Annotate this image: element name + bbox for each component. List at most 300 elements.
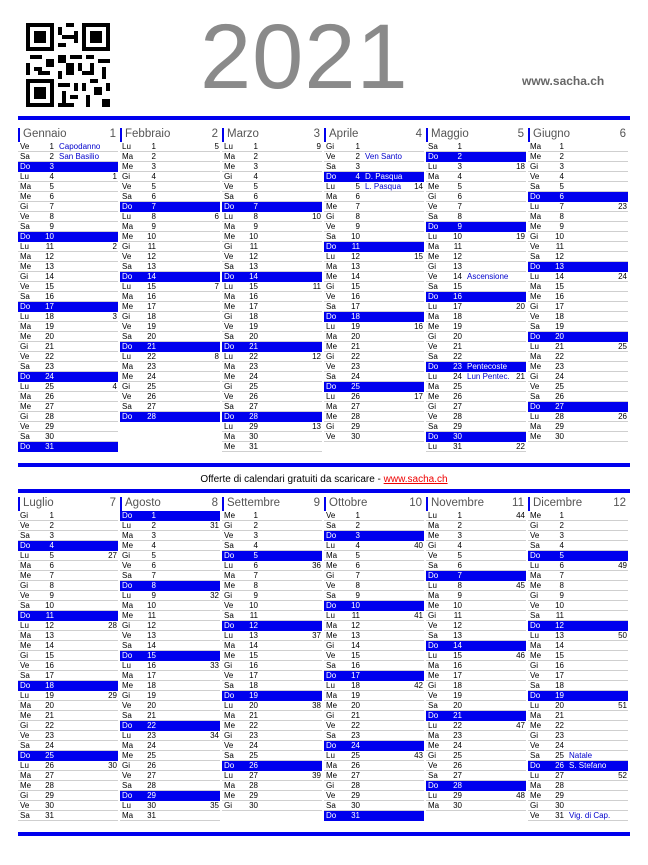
day-name: Ve: [326, 152, 336, 161]
day-row: [18, 521, 118, 531]
day-name: Ve: [122, 631, 132, 640]
day-row: [528, 282, 628, 292]
day-row: [120, 781, 220, 791]
day-row: [324, 671, 424, 681]
day-number: 18: [45, 681, 54, 690]
day-number: 28: [249, 412, 258, 421]
day-number: 28: [147, 412, 156, 421]
day-row: [528, 432, 628, 442]
day-row: [18, 641, 118, 651]
month-number: 4: [415, 128, 422, 140]
day-row: [120, 282, 220, 292]
day-row: [426, 272, 526, 282]
day-name: Sa: [122, 711, 132, 720]
week-number: 38: [312, 701, 321, 710]
day-row: [426, 671, 526, 681]
week-number: 47: [516, 721, 525, 730]
day-number: 5: [253, 182, 258, 191]
day-name: Gi: [428, 262, 436, 271]
day-number: 17: [453, 671, 462, 680]
day-row: [120, 661, 220, 671]
day-row: [222, 242, 322, 252]
day-row: [528, 382, 628, 392]
month-number: 5: [517, 128, 524, 140]
day-name: Ve: [20, 142, 30, 151]
day-row: [120, 392, 220, 402]
day-number: 20: [351, 701, 360, 710]
day-row: [222, 541, 322, 551]
day-number: 25: [45, 751, 54, 760]
day-name: Gi: [530, 661, 538, 670]
day-name: Me: [326, 272, 338, 281]
day-name: Gi: [530, 372, 538, 381]
promo-link[interactable]: www.sacha.ch: [383, 474, 448, 485]
day-number: 6: [457, 192, 462, 201]
day-number: 12: [147, 252, 156, 261]
day-name: Sa: [20, 531, 30, 540]
day-name: Do: [428, 641, 439, 650]
day-name: Me: [224, 162, 236, 171]
day-name: Me: [224, 651, 236, 660]
day-row: [324, 521, 424, 531]
day-number: 5: [457, 551, 462, 560]
day-number: 18: [555, 681, 564, 690]
day-number: 4: [49, 541, 54, 550]
day-name: Do: [224, 272, 235, 281]
day-row: [18, 741, 118, 751]
day-number: 15: [147, 282, 156, 291]
day-name: Lu: [530, 342, 539, 351]
day-number: 24: [147, 372, 156, 381]
day-number: 20: [147, 701, 156, 710]
day-number: 9: [151, 222, 156, 231]
day-number: 19: [453, 322, 462, 331]
day-name: Ma: [224, 362, 236, 371]
day-name: Ma: [530, 641, 542, 650]
holiday-label: Lun Pentec.: [467, 372, 510, 381]
day-name: Me: [530, 581, 542, 590]
day-name: Ve: [122, 182, 132, 191]
day-number: 3: [49, 162, 54, 171]
day-number: 2: [355, 152, 360, 161]
day-name: Ma: [20, 322, 32, 331]
day-number: 22: [555, 352, 564, 361]
day-name: Ve: [428, 202, 438, 211]
day-row: [528, 412, 628, 422]
day-row: [222, 312, 322, 322]
day-name: Ve: [326, 791, 336, 800]
day-row: [426, 252, 526, 262]
day-number: 27: [453, 402, 462, 411]
day-name: Ma: [326, 192, 338, 201]
calendar-second-half: [18, 497, 630, 827]
day-row: [324, 182, 424, 192]
month-giugno: [528, 128, 628, 442]
day-number: 2: [49, 152, 54, 161]
week-number: 1: [112, 172, 117, 181]
day-row: [120, 232, 220, 242]
day-number: 15: [453, 282, 462, 291]
day-number: 2: [253, 152, 258, 161]
day-name: Sa: [326, 521, 336, 530]
day-name: Gi: [224, 731, 232, 740]
day-row: [120, 591, 220, 601]
day-name: Ma: [224, 711, 236, 720]
day-number: 19: [249, 691, 258, 700]
day-row: [528, 312, 628, 322]
day-name: Do: [326, 811, 337, 820]
day-name: Sa: [530, 611, 540, 620]
day-name: Ve: [20, 282, 30, 291]
day-number: 12: [351, 621, 360, 630]
day-name: Sa: [530, 322, 540, 331]
day-name: Me: [20, 711, 32, 720]
day-row: [426, 212, 526, 222]
day-number: 5: [559, 182, 564, 191]
day-name: Ve: [20, 661, 30, 670]
day-name: Sa: [224, 262, 234, 271]
day-name: Do: [224, 691, 235, 700]
day-number: 19: [453, 691, 462, 700]
day-number: 11: [453, 611, 462, 620]
day-name: Ma: [530, 571, 542, 580]
day-name: Sa: [530, 182, 540, 191]
day-row: [426, 422, 526, 432]
day-number: 15: [45, 282, 54, 291]
day-row: [528, 541, 628, 551]
day-name: Gi: [224, 312, 232, 321]
day-row: [426, 322, 526, 332]
day-number: 6: [253, 192, 258, 201]
day-row: [120, 372, 220, 382]
day-number: 2: [457, 521, 462, 530]
day-row: [222, 172, 322, 182]
day-number: 29: [147, 791, 156, 800]
month-number: 12: [613, 497, 626, 509]
day-number: 24: [453, 372, 462, 381]
day-number: 30: [453, 432, 462, 441]
day-row: [120, 312, 220, 322]
day-number: 1: [559, 511, 564, 520]
day-name: Do: [20, 372, 31, 381]
day-row: [324, 322, 424, 332]
week-number: 12: [312, 352, 321, 361]
day-row: [528, 182, 628, 192]
day-row: [120, 731, 220, 741]
day-row: [426, 711, 526, 721]
day-number: 20: [147, 332, 156, 341]
day-number: 16: [45, 661, 54, 670]
holiday-label: S. Stefano: [569, 761, 607, 770]
day-row: [18, 192, 118, 202]
month-header: [528, 128, 628, 142]
day-number: 24: [351, 372, 360, 381]
day-row: [528, 691, 628, 701]
day-number: 23: [351, 362, 360, 371]
day-row: [222, 591, 322, 601]
day-number: 10: [453, 232, 462, 241]
week-number: 29: [108, 691, 117, 700]
day-row: [222, 691, 322, 701]
day-name: Ma: [20, 182, 32, 191]
day-name: Sa: [428, 771, 438, 780]
day-row: [324, 162, 424, 172]
day-number: 15: [555, 282, 564, 291]
day-row: [222, 142, 322, 152]
day-row: [528, 561, 628, 571]
day-name: Me: [20, 641, 32, 650]
day-number: 17: [147, 302, 156, 311]
day-number: 5: [49, 551, 54, 560]
day-number: 23: [453, 362, 462, 371]
month-header: [324, 128, 424, 142]
day-number: 27: [453, 771, 462, 780]
day-row: [324, 791, 424, 801]
day-name: Ma: [326, 621, 338, 630]
day-number: 15: [249, 282, 258, 291]
day-number: 5: [151, 551, 156, 560]
day-row: [120, 272, 220, 282]
day-row: [324, 222, 424, 232]
day-row: [528, 771, 628, 781]
day-row: [222, 531, 322, 541]
day-number: 1: [457, 142, 462, 151]
day-name: Sa: [224, 751, 234, 760]
day-number: 27: [555, 402, 564, 411]
day-name: Sa: [326, 661, 336, 670]
day-number: 28: [555, 781, 564, 790]
day-name: Sa: [530, 252, 540, 261]
day-name: Ve: [530, 601, 540, 610]
day-row: [120, 811, 220, 821]
day-number: 30: [45, 801, 54, 810]
week-number: 2: [112, 242, 117, 251]
week-number: 33: [210, 661, 219, 670]
month-number: 2: [211, 128, 218, 140]
day-name: Sa: [428, 212, 438, 221]
site-url[interactable]: www.sacha.ch: [522, 74, 605, 88]
day-number: 7: [457, 571, 462, 580]
day-name: Ve: [428, 412, 438, 421]
day-name: Ma: [122, 152, 134, 161]
holiday-label: Ven Santo: [365, 152, 402, 161]
day-name: Lu: [224, 212, 233, 221]
day-name: Do: [530, 262, 541, 271]
day-number: 8: [559, 581, 564, 590]
day-row: [222, 661, 322, 671]
day-row: [18, 242, 118, 252]
day-row: [426, 731, 526, 741]
day-name: Ma: [122, 811, 134, 820]
day-number: 8: [151, 212, 156, 221]
day-number: 5: [457, 182, 462, 191]
day-number: 7: [49, 202, 54, 211]
day-row: [120, 322, 220, 332]
day-number: 1: [49, 142, 54, 151]
day-name: Ma: [122, 362, 134, 371]
day-number: 23: [249, 362, 258, 371]
day-number: 5: [355, 551, 360, 560]
day-name: Do: [530, 192, 541, 201]
day-name: Gi: [428, 751, 436, 760]
day-row: [18, 531, 118, 541]
day-name: Ma: [326, 691, 338, 700]
day-number: 20: [453, 701, 462, 710]
month-header: [324, 497, 424, 511]
day-number: 17: [555, 671, 564, 680]
day-number: 17: [351, 302, 360, 311]
day-number: 23: [249, 731, 258, 740]
day-name: Me: [122, 232, 134, 241]
day-name: Lu: [428, 162, 437, 171]
day-row: [222, 771, 322, 781]
week-number: 39: [312, 771, 321, 780]
month-name: Settembre: [227, 497, 281, 509]
day-name: Do: [428, 222, 439, 231]
day-name: Ve: [122, 322, 132, 331]
day-name: Do: [122, 581, 133, 590]
day-row: [222, 442, 322, 452]
day-row: [426, 182, 526, 192]
day-number: 11: [555, 611, 564, 620]
day-row: [528, 781, 628, 791]
day-number: 25: [45, 382, 54, 391]
day-row: [324, 402, 424, 412]
week-number: 41: [414, 611, 423, 620]
day-number: 29: [351, 422, 360, 431]
day-name: Me: [428, 671, 440, 680]
day-number: 25: [453, 751, 462, 760]
day-row: [18, 342, 118, 352]
day-name: Lu: [326, 611, 335, 620]
day-number: 3: [559, 531, 564, 540]
day-number: 25: [453, 382, 462, 391]
day-name: Sa: [20, 432, 30, 441]
day-number: 17: [351, 671, 360, 680]
day-number: 18: [351, 681, 360, 690]
day-row: [324, 252, 424, 262]
day-row: [18, 651, 118, 661]
day-row: [426, 591, 526, 601]
day-row: [324, 661, 424, 671]
day-row: [120, 521, 220, 531]
day-number: 19: [147, 322, 156, 331]
day-row: [222, 292, 322, 302]
day-number: 16: [147, 661, 156, 670]
day-row: [426, 531, 526, 541]
day-number: 11: [45, 611, 54, 620]
day-number: 12: [555, 621, 564, 630]
day-row: [120, 691, 220, 701]
day-row: [18, 222, 118, 232]
day-row: [426, 751, 526, 761]
day-number: 25: [351, 751, 360, 760]
day-number: 16: [249, 292, 258, 301]
day-number: 23: [45, 362, 54, 371]
day-row: [18, 232, 118, 242]
day-row: [426, 352, 526, 362]
day-number: 3: [151, 162, 156, 171]
day-number: 17: [249, 671, 258, 680]
day-name: Gi: [20, 791, 28, 800]
week-number: 21: [516, 372, 525, 381]
day-number: 9: [151, 591, 156, 600]
day-name: Me: [530, 362, 542, 371]
day-number: 7: [49, 571, 54, 580]
day-name: Ma: [20, 701, 32, 710]
day-number: 28: [555, 412, 564, 421]
day-number: 4: [49, 172, 54, 181]
day-number: 23: [555, 362, 564, 371]
day-row: [222, 511, 322, 521]
day-number: 15: [249, 651, 258, 660]
day-number: 3: [253, 162, 258, 171]
day-name: Ve: [224, 322, 234, 331]
day-number: 29: [453, 791, 462, 800]
month-header: [120, 497, 220, 511]
day-row: [324, 392, 424, 402]
day-row: [18, 761, 118, 771]
day-row: [18, 631, 118, 641]
day-name: Ve: [428, 691, 438, 700]
week-number: 17: [414, 392, 423, 401]
day-name: Sa: [428, 352, 438, 361]
day-row: [18, 282, 118, 292]
day-name: Ma: [122, 292, 134, 301]
day-row: [120, 571, 220, 581]
day-row: [426, 581, 526, 591]
day-number: 21: [147, 342, 156, 351]
day-row: [222, 631, 322, 641]
day-number: 4: [559, 541, 564, 550]
day-number: 27: [249, 771, 258, 780]
day-row: [426, 152, 526, 162]
day-row: [528, 811, 628, 821]
day-row: [18, 412, 118, 422]
day-number: 23: [147, 731, 156, 740]
day-row: [120, 192, 220, 202]
day-name: Me: [530, 721, 542, 730]
day-name: Sa: [326, 302, 336, 311]
day-name: Sa: [20, 152, 30, 161]
day-name: Do: [20, 541, 31, 550]
day-row: [120, 801, 220, 811]
day-number: 22: [45, 352, 54, 361]
day-name: Gi: [428, 541, 436, 550]
day-name: Do: [428, 292, 439, 301]
day-number: 2: [559, 521, 564, 530]
day-name: Sa: [20, 811, 30, 820]
day-name: Do: [530, 402, 541, 411]
week-number: 9: [316, 142, 321, 151]
day-row: [18, 551, 118, 561]
day-row: [18, 432, 118, 442]
day-name: Do: [224, 551, 235, 560]
day-number: 6: [151, 561, 156, 570]
day-name: Me: [326, 342, 338, 351]
week-number: 42: [414, 681, 423, 690]
day-number: 14: [555, 641, 564, 650]
day-number: 8: [49, 212, 54, 221]
day-number: 13: [45, 631, 54, 640]
day-row: [324, 511, 424, 521]
day-row: [18, 362, 118, 372]
day-row: [18, 152, 118, 162]
day-name: Ma: [122, 741, 134, 750]
day-name: Lu: [428, 372, 437, 381]
day-name: Lu: [530, 202, 539, 211]
day-name: Ma: [224, 641, 236, 650]
